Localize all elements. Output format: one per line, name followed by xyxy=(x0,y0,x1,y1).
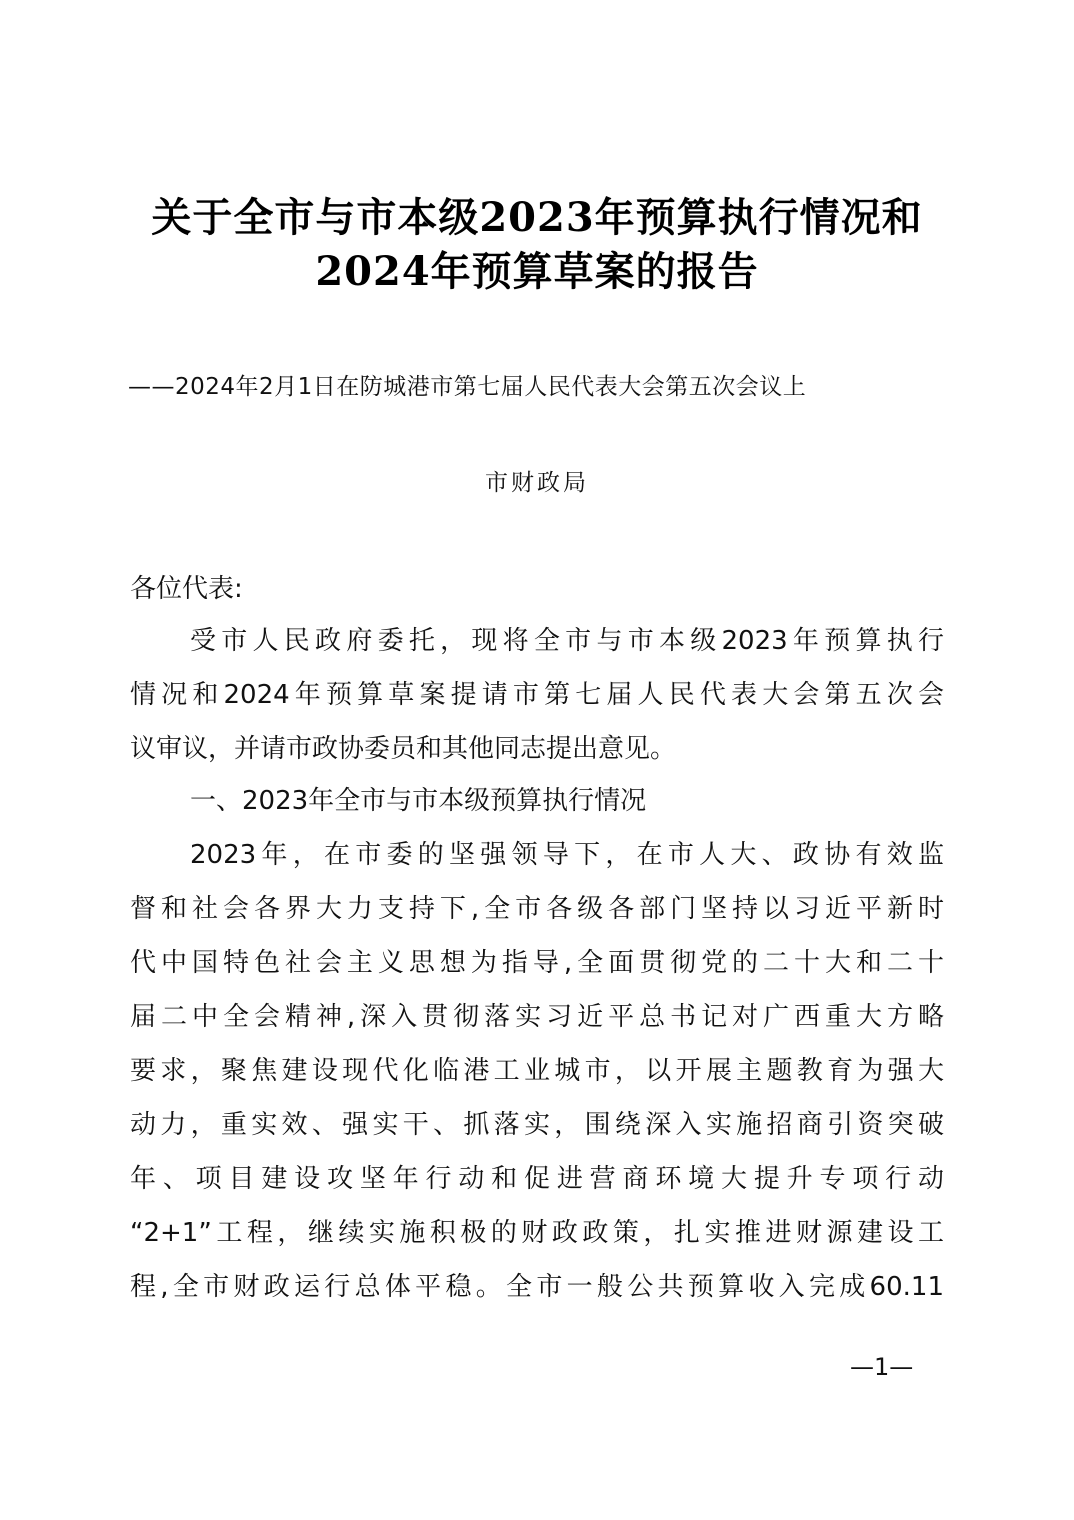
paragraph-1-line: 受市人民政府委托，现将全市与市本级2023年预算执行 xyxy=(190,626,944,656)
paragraph-1-line: 情况和2024年预算草案提请市第七届人民代表大会第五次会 xyxy=(130,680,944,710)
paragraph-2-line: “2+1”工程，继续实施积极的财政政策，扎实推进财源建设工 xyxy=(130,1218,944,1248)
paragraph-2-line: 届二中全会精神,深入贯彻落实习近平总书记对广西重大方略 xyxy=(130,1002,944,1032)
report-subtitle: ——2024年2月1日在防城港市第七届人民代表大会第五次会议上 xyxy=(128,374,807,400)
section-heading-1: 一、2023年全市与市本级预算执行情况 xyxy=(190,786,647,816)
paragraph-2-line: 督和社会各界大力支持下,全市各级各部门坚持以习近平新时 xyxy=(130,894,944,924)
paragraph-2-line: 程,全市财政运行总体平稳。全市一般公共预算收入完成60.11 xyxy=(130,1272,944,1302)
salutation: 各位代表: xyxy=(130,574,243,604)
page-number: —1— xyxy=(850,1353,914,1381)
paragraph-2-line: 要求，聚焦建设现代化临港工业城市，以开展主题教育为强大 xyxy=(130,1056,944,1086)
report-title-line-2: 2024年预算草案的报告 xyxy=(315,248,759,295)
paragraph-1-line: 议审议，并请市政协委员和其他同志提出意见。 xyxy=(130,734,677,764)
report-author: 市财政局 xyxy=(485,470,589,496)
paragraph-2-line: 动力，重实效、强实干、抓落实，围绕深入实施招商引资突破 xyxy=(130,1110,944,1140)
paragraph-2-line: 代中国特色社会主义思想为指导,全面贯彻党的二十大和二十 xyxy=(130,948,944,978)
paragraph-2-line: 年、项目建设攻坚年行动和促进营商环境大提升专项行动 xyxy=(130,1164,944,1194)
report-title-line-1: 关于全市与市本级2023年预算执行情况和 xyxy=(151,194,923,241)
paragraph-2-line: 2023年，在市委的坚强领导下，在市人大、政协有效监 xyxy=(190,840,944,870)
